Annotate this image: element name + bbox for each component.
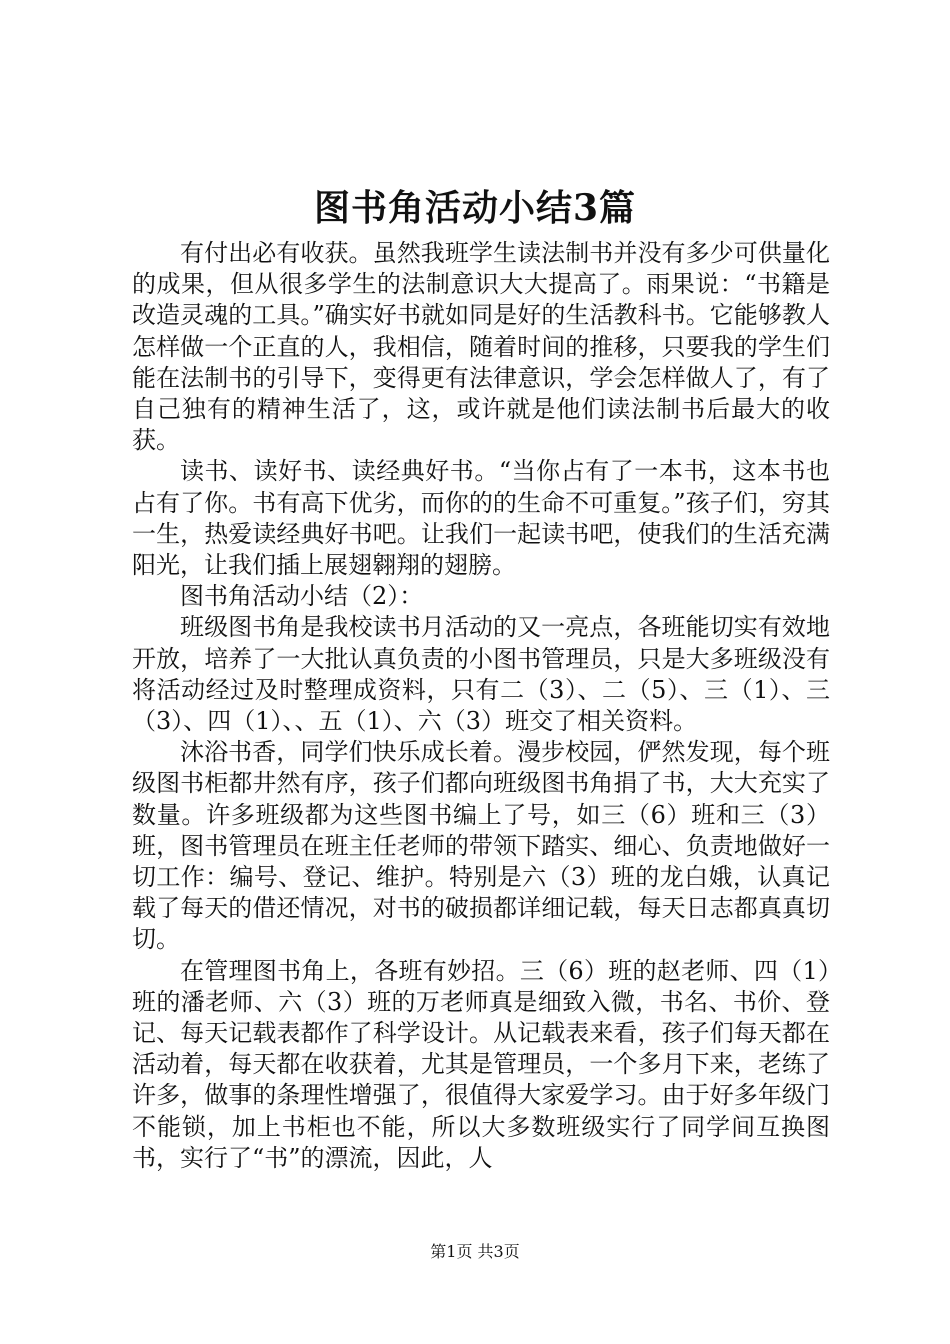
document-body bbox=[132, 238, 830, 1174]
section-heading: 图书角活动小结（2）： bbox=[180, 582, 424, 611]
paragraph: 有付出必有收获。虽然我班学生读法制书并没有多少可供量化的成果，但从很多学生的法制意识大大提高了。雨果说：“书籍是改造灵魂的工具。”确实好书就如同是好的生活教科书。它能够教人怎样做一个正直的人，我相信，随着时间的推移，只要我的学生们能在法制书的引导下，变得更有法律意识，学会怎样做人了，有了自己独有的精神生活了，这，或许就是他们读法制书后最大的收获。 bbox=[132, 239, 830, 455]
paragraph: 班级图书角是我校读书月活动的又一亮点，各班能切实有效地开放，培养了一大批认真负责的小图书管理员，只是大多班级没有将活动经过及时整理成资料，只有二（3）、二（5）、三（1）、三（3）、四（1）、、五（1）、六（3）班交了相关资料。 bbox=[132, 613, 830, 736]
document-title: 图书角活动小结3篇 bbox=[313, 187, 637, 229]
paragraph: 读书、读好书、读经典好书。“当你占有了一本书，这本书也占有了你。书有高下优劣，而你的的生命不可重复。”孩子们，穷其一生，热爱读经典好书吧。让我们一起读书吧，使我们的生活充满阳光，让我们插上展翅翱翔的翅膀。 bbox=[132, 457, 830, 580]
paragraph: 沐浴书香，同学们快乐成长着。漫步校园，俨然发现，每个班级图书柜都井然有序，孩子们都向班级图书角捐了书，大大充实了数量。许多班级都为这些图书编上了号，如三（6）班和三（3）班，图书管理员在班主任老师的带领下踏实、细心、负责地做好一切工作：编号、登记、维护。特别是六（3）班的龙白娥，认真记载了每天的借还情况，对书的破损都详细记载，每天日志都真真切切。 bbox=[132, 738, 830, 954]
page-number-footer: 第1页 共3页 bbox=[430, 1242, 520, 1261]
paragraph: 在管理图书角上，各班有妙招。三（6）班的赵老师、四（1）班的潘老师、六（3）班的万老师真是细致入微，书名、书价、登记、每天记载表都作了科学设计。从记载表来看，孩子们每天都在活动着，每天都在收获着，尤其是管理员，一个多月下来，老练了许多，做事的条理性增强了，很值得大家爱学习。由于好多年级门不能锁，加上书柜也不能，所以大多数班级实行了同学间互换图书，实行了“书”的漂流，因此，人 bbox=[132, 956, 830, 1172]
